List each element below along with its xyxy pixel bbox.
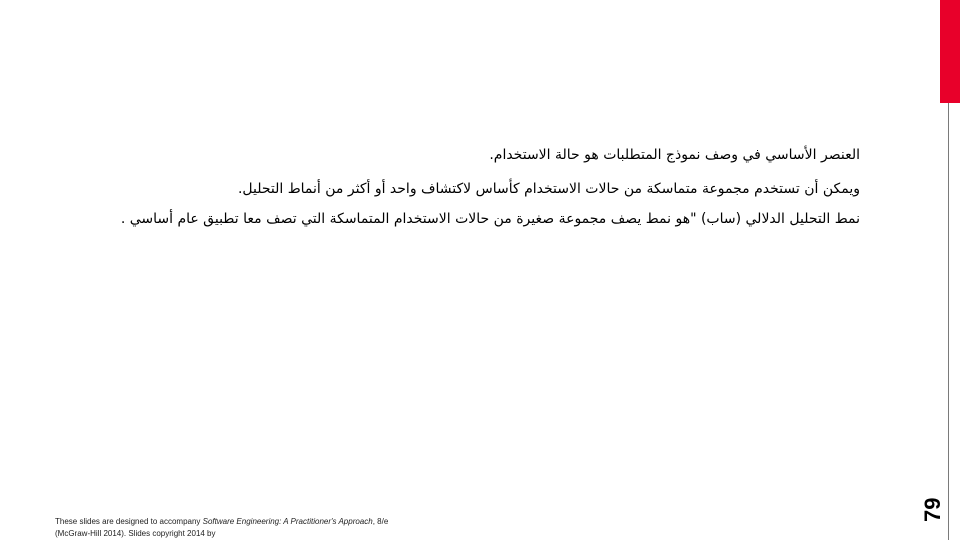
paragraph-1: العنصر الأساسي في وصف نموذج المتطلبات هو حالة الاستخدام.	[489, 147, 860, 163]
paragraph-2: ويمكن أن تستخدم مجموعة متماسكة من حالات الاستخدام كأساس لاكتشاف واحد أو أكثر من أنماط التحليل.	[237, 181, 860, 197]
slide-number: 79	[920, 497, 945, 522]
right-divider-line	[948, 103, 949, 540]
accent-bar	[940, 0, 960, 103]
footer-suffix: , 8/e (McGraw-Hill 2014). Slides copyright 2014 by	[55, 517, 389, 538]
paragraph-3: نمط التحليل الدلالي (ساب) "هو نمط يصف مجموعة صغيرة من حالات الاستخدام المتماسكة التي تصف معا تطبيق عام أساسي .	[120, 211, 860, 227]
copyright-footer	[55, 516, 415, 540]
footer-book-title: Software Engineering: A Practitioner's Approach	[202, 517, 373, 526]
footer-prefix: These slides are designed to accompany	[55, 517, 203, 526]
slide-body	[70, 142, 860, 232]
